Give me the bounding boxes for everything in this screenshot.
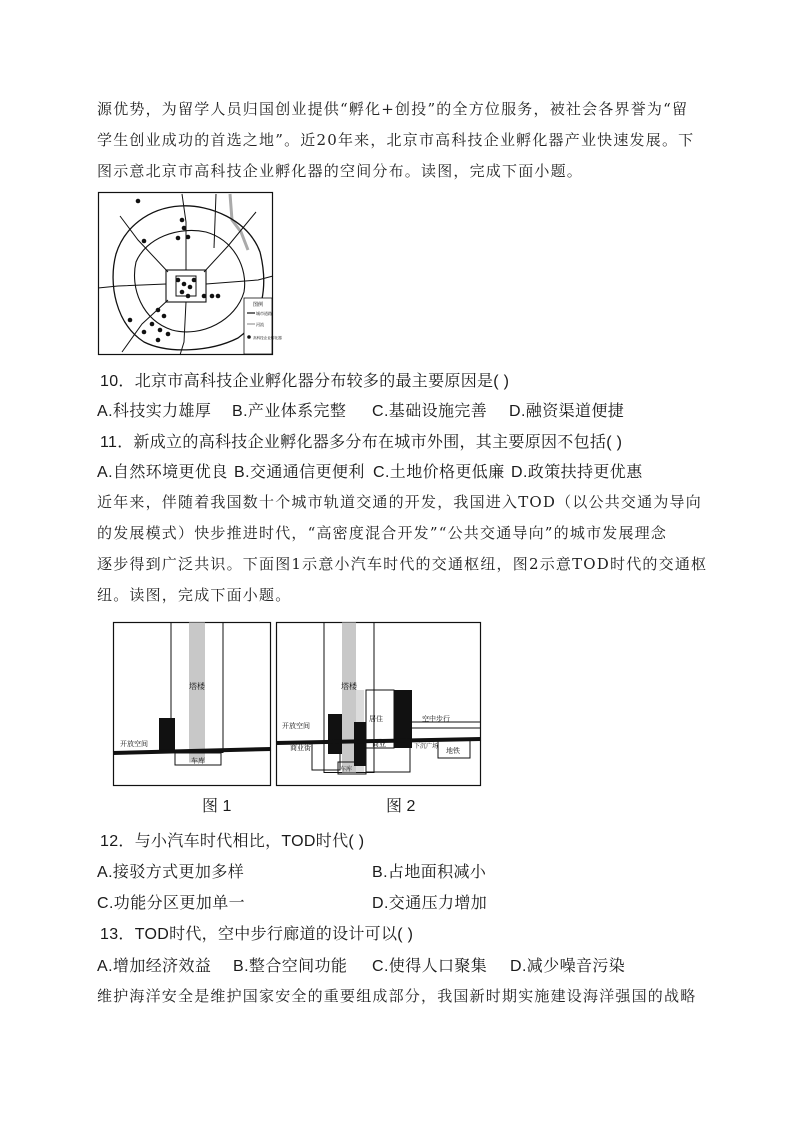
q10-option-c: C.基础设施完善 <box>372 403 488 420</box>
q13-option-c: C.使得人口聚集 <box>372 958 488 975</box>
map-legend <box>244 298 282 354</box>
fig1-open-space-label: 开放空间 <box>120 740 148 748</box>
q11-option-a: A.自然环境更优良 <box>97 464 228 481</box>
passage1-line-3: 图示意北京市高科技企业孵化器的空间分布。读图，完成下面小题。 <box>97 162 584 180</box>
fig2-shops-street-label: 商业街 <box>290 744 311 752</box>
q11-option-c: C.土地价格更低廉 <box>373 464 505 481</box>
figure-1-caption: 图 1 <box>202 798 232 815</box>
q12-option-b: B.占地面积减小 <box>372 864 487 881</box>
fig2-shops-label: 商业 <box>372 740 386 748</box>
fig2-skywalk-label: 空中步行 <box>422 715 450 723</box>
q10-option-b: B.产业体系完整 <box>232 403 347 420</box>
q13-option-b: B.整合空间功能 <box>233 958 348 975</box>
q12-stem: 12．与小汽车时代相比，TOD时代( ) <box>100 833 365 850</box>
fig2-residential-label: 居住 <box>369 715 383 723</box>
fig2-garage-label: 车库 <box>340 766 353 773</box>
q10-stem: 10．北京市高科技企业孵化器分布较多的最主要原因是( ) <box>100 373 510 390</box>
passage2-line-2: 的发展模式）快步推进时代，“高密度混合开发”“公共交通导向”的城市发展理念 <box>97 524 668 542</box>
fig2-metro-label: 地铁 <box>446 747 460 755</box>
passage2-line-1: 近年来，伴随着我国数十个城市轨道交通的开发，我国进入TOD（以公共交通为导向 <box>97 493 702 511</box>
passage2-line-4: 纽。读图，完成下面小题。 <box>97 586 292 604</box>
q12-option-d: D.交通压力增加 <box>372 895 488 912</box>
q12-option-a: A.接驳方式更加多样 <box>97 864 245 881</box>
legend-title: 图例 <box>252 302 264 308</box>
fig2-tower-label: 塔楼 <box>341 682 357 691</box>
q10-option-d: D.融资渠道便捷 <box>509 403 625 420</box>
q13-option-a: A.增加经济效益 <box>97 958 212 975</box>
q12-option-c: C.功能分区更加单一 <box>97 895 246 912</box>
legend-road-label: 城市道路 <box>256 311 272 316</box>
passage2-line-3: 逐步得到广泛共识。下面图1示意小汽车时代的交通枢纽，图2示意TOD时代的交通枢 <box>97 555 708 573</box>
fig1-parking-label: 车库 <box>191 757 205 765</box>
q11-stem: 11．新成立的高科技企业孵化器多分布在城市外围，其主要原因不包括( ) <box>100 434 623 451</box>
q11-option-b: B.交通通信更便利 <box>234 464 365 481</box>
legend-incubator-label: 高科技企业孵化器 <box>253 336 282 340</box>
q10-option-a: A.科技实力雄厚 <box>97 403 212 420</box>
passage1-line-1: 源优势，为留学人员归国创业提供“孵化+创投”的全方位服务，被社会各界誉为“留 <box>97 100 689 118</box>
fig1-tower-label: 塔楼 <box>189 682 205 691</box>
fig2-plaza-label: 下沉广场 <box>414 743 439 750</box>
passage1-line-2: 学生创业成功的首选之地”。近20年来，北京市高科技企业孵化器产业快速发展。下 <box>97 131 695 149</box>
fig2-open-space-label: 开放空间 <box>282 722 310 730</box>
figure-2-tod-era-hub <box>276 622 486 786</box>
q13-stem: 13．TOD时代，空中步行廊道的设计可以( ) <box>100 926 414 943</box>
q13-option-d: D.减少噪音污染 <box>510 958 626 975</box>
q11-option-d: D.政策扶持更优惠 <box>511 464 643 481</box>
passage3-line-1: 维护海洋安全是维护国家安全的重要组成部分，我国新时期实施建设海洋强国的战略 <box>97 987 697 1005</box>
legend-river-label: 河流 <box>256 322 264 327</box>
incubator-distribution-map <box>98 192 282 355</box>
figure-2-caption: 图 2 <box>386 798 416 815</box>
figure-1-car-era-hub <box>113 622 271 786</box>
